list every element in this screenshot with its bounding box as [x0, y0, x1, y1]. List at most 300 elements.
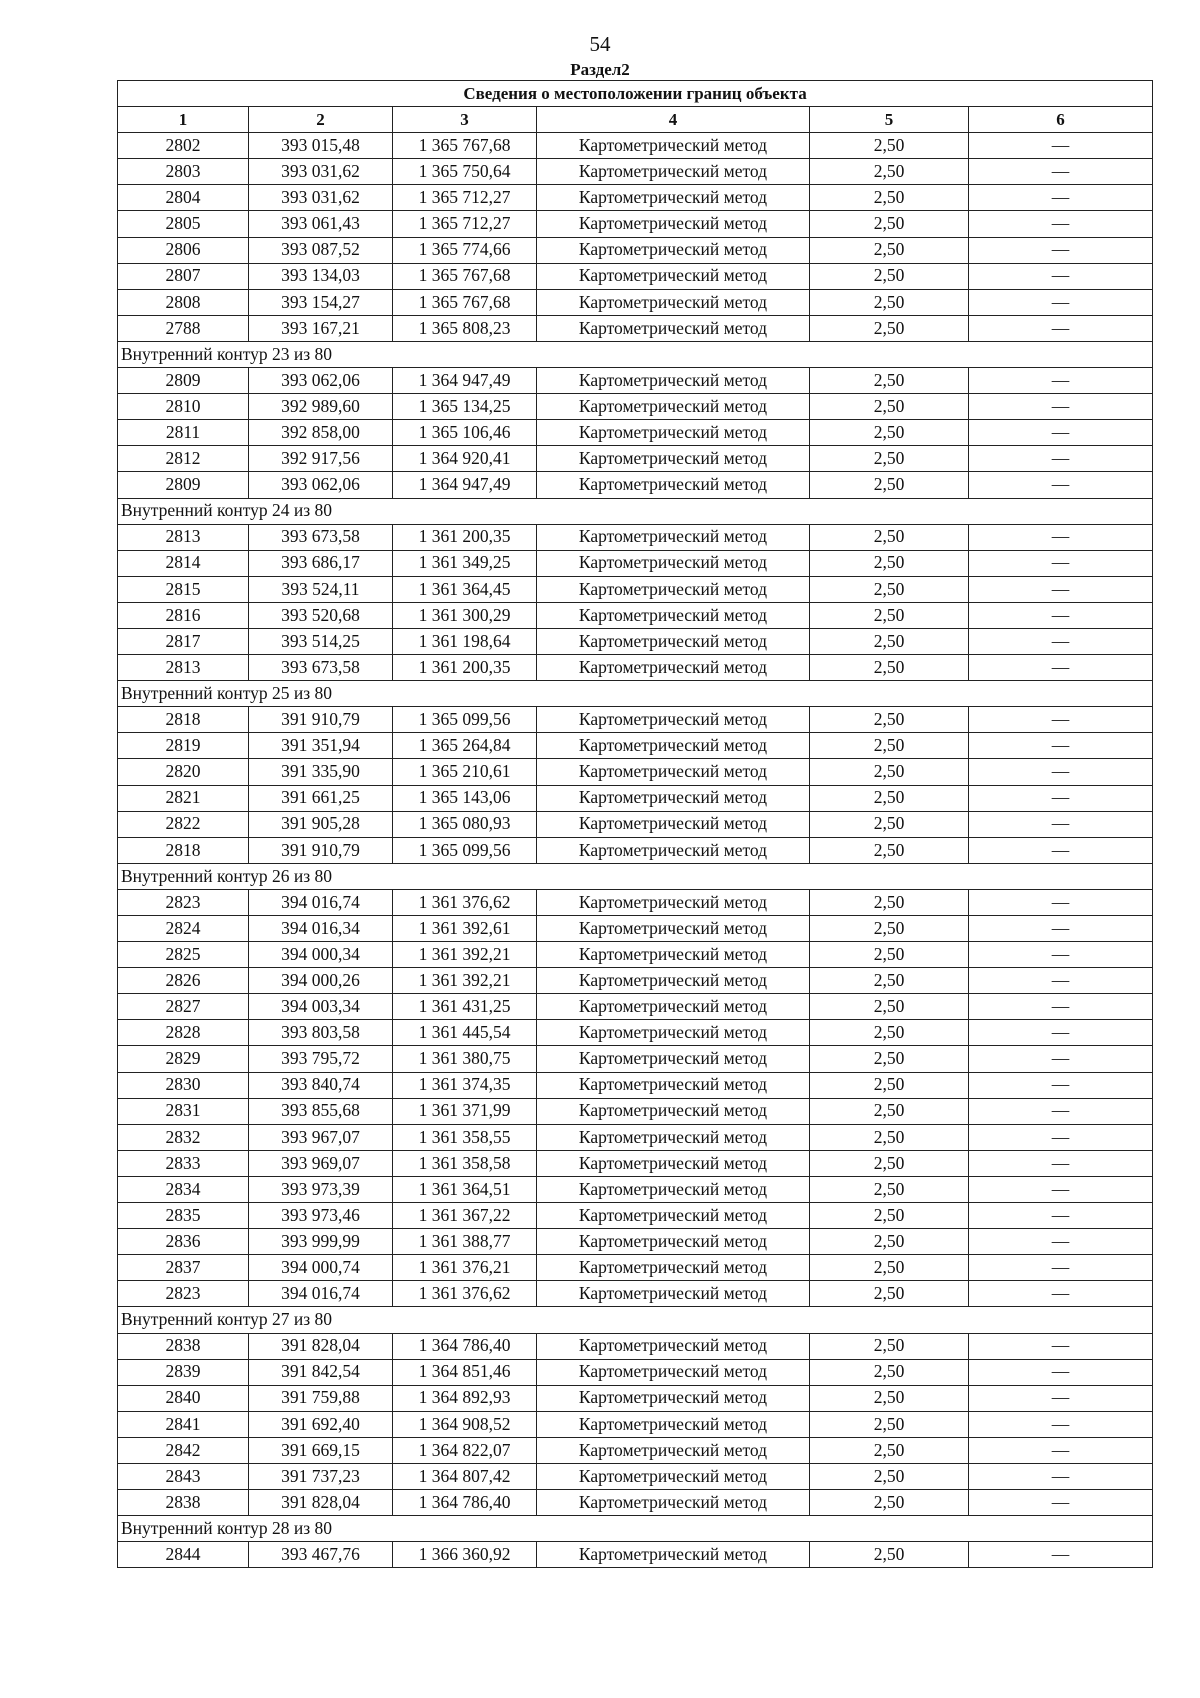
note-cell: —: [969, 211, 1153, 237]
y-coordinate-cell: 1 364 851,46: [393, 1359, 537, 1385]
x-coordinate-cell: 393 467,76: [249, 1542, 393, 1568]
x-coordinate-cell: 393 134,03: [249, 263, 393, 289]
note-cell: —: [969, 472, 1153, 498]
table-row: [118, 1072, 1153, 1098]
point-number-cell: 2816: [118, 602, 249, 628]
note-cell: —: [969, 1098, 1153, 1124]
accuracy-cell: 2,50: [810, 211, 969, 237]
point-number-cell: 2818: [118, 837, 249, 863]
accuracy-cell: 2,50: [810, 263, 969, 289]
point-number-cell: 2808: [118, 289, 249, 315]
y-coordinate-cell: 1 361 392,61: [393, 916, 537, 942]
table-row: [118, 811, 1153, 837]
point-number-cell: 2822: [118, 811, 249, 837]
method-cell: Картометрический метод: [537, 1333, 810, 1359]
x-coordinate-cell: 393 969,07: [249, 1150, 393, 1176]
x-coordinate-cell: 393 967,07: [249, 1124, 393, 1150]
x-coordinate-cell: 391 828,04: [249, 1490, 393, 1516]
note-cell: —: [969, 1150, 1153, 1176]
table-row: [118, 446, 1153, 472]
method-cell: Картометрический метод: [537, 1072, 810, 1098]
point-number-cell: 2807: [118, 263, 249, 289]
x-coordinate-cell: 393 015,48: [249, 133, 393, 159]
y-coordinate-cell: 1 361 198,64: [393, 628, 537, 654]
y-coordinate-cell: 1 361 200,35: [393, 524, 537, 550]
x-coordinate-cell: 393 840,74: [249, 1072, 393, 1098]
note-cell: —: [969, 446, 1153, 472]
y-coordinate-cell: 1 361 376,21: [393, 1255, 537, 1281]
note-cell: —: [969, 628, 1153, 654]
note-cell: —: [969, 1333, 1153, 1359]
table-row: [118, 1385, 1153, 1411]
column-header-2: 2: [249, 107, 393, 133]
point-number-cell: 2834: [118, 1176, 249, 1202]
y-coordinate-cell: 1 365 767,68: [393, 133, 537, 159]
note-cell: —: [969, 1072, 1153, 1098]
accuracy-cell: 2,50: [810, 185, 969, 211]
x-coordinate-cell: 393 999,99: [249, 1229, 393, 1255]
method-cell: Картометрический метод: [537, 1176, 810, 1202]
y-coordinate-cell: 1 361 358,58: [393, 1150, 537, 1176]
table-row: [118, 576, 1153, 602]
accuracy-cell: 2,50: [810, 237, 969, 263]
table-row: [118, 994, 1153, 1020]
note-cell: —: [969, 733, 1153, 759]
table-row: [118, 315, 1153, 341]
point-number-cell: 2804: [118, 185, 249, 211]
point-number-cell: 2840: [118, 1385, 249, 1411]
accuracy-cell: 2,50: [810, 1020, 969, 1046]
y-coordinate-cell: 1 364 908,52: [393, 1411, 537, 1437]
column-header-1: 1: [118, 107, 249, 133]
method-cell: Картометрический метод: [537, 1255, 810, 1281]
method-cell: Картометрический метод: [537, 837, 810, 863]
column-header-6: 6: [969, 107, 1153, 133]
point-number-cell: 2825: [118, 942, 249, 968]
method-cell: Картометрический метод: [537, 315, 810, 341]
x-coordinate-cell: 394 016,74: [249, 1281, 393, 1307]
table-row: [118, 759, 1153, 785]
point-number-cell: 2839: [118, 1359, 249, 1385]
table-row: [118, 1046, 1153, 1072]
table-row: [118, 394, 1153, 420]
method-cell: Картометрический метод: [537, 394, 810, 420]
accuracy-cell: 2,50: [810, 655, 969, 681]
accuracy-cell: 2,50: [810, 472, 969, 498]
accuracy-cell: 2,50: [810, 1150, 969, 1176]
contour-label: Внутренний контур 27 из 80: [118, 1307, 1153, 1333]
table-row: [118, 420, 1153, 446]
point-number-cell: 2823: [118, 889, 249, 915]
point-number-cell: 2837: [118, 1255, 249, 1281]
x-coordinate-cell: 392 917,56: [249, 446, 393, 472]
column-header-row: [118, 107, 1153, 133]
point-number-cell: 2838: [118, 1333, 249, 1359]
x-coordinate-cell: 393 154,27: [249, 289, 393, 315]
page-number: 54: [589, 32, 611, 56]
method-cell: Картометрический метод: [537, 889, 810, 915]
method-cell: Картометрический метод: [537, 368, 810, 394]
table-row: [118, 1437, 1153, 1463]
accuracy-cell: 2,50: [810, 628, 969, 654]
x-coordinate-cell: 393 520,68: [249, 602, 393, 628]
accuracy-cell: 2,50: [810, 994, 969, 1020]
note-cell: —: [969, 1437, 1153, 1463]
contour-header-row: [118, 863, 1153, 889]
y-coordinate-cell: 1 365 774,66: [393, 237, 537, 263]
accuracy-cell: 2,50: [810, 1411, 969, 1437]
x-coordinate-cell: 393 973,46: [249, 1203, 393, 1229]
table-row: [118, 211, 1153, 237]
table-row: [118, 1124, 1153, 1150]
contour-label: Внутренний контур 26 из 80: [118, 863, 1153, 889]
accuracy-cell: 2,50: [810, 916, 969, 942]
table-row: [118, 1463, 1153, 1489]
y-coordinate-cell: 1 361 200,35: [393, 655, 537, 681]
y-coordinate-cell: 1 361 392,21: [393, 942, 537, 968]
method-cell: Картометрический метод: [537, 289, 810, 315]
boundary-coordinates-table: [117, 80, 1153, 1568]
note-cell: —: [969, 785, 1153, 811]
method-cell: Картометрический метод: [537, 994, 810, 1020]
x-coordinate-cell: 393 855,68: [249, 1098, 393, 1124]
table-row: [118, 1229, 1153, 1255]
accuracy-cell: 2,50: [810, 576, 969, 602]
y-coordinate-cell: 1 361 358,55: [393, 1124, 537, 1150]
y-coordinate-cell: 1 361 376,62: [393, 1281, 537, 1307]
contour-label: Внутренний контур 24 из 80: [118, 498, 1153, 524]
table-caption: Сведения о местоположении границ объекта: [118, 81, 1153, 107]
note-cell: —: [969, 576, 1153, 602]
contour-header-row: [118, 341, 1153, 367]
note-cell: —: [969, 1359, 1153, 1385]
accuracy-cell: 2,50: [810, 1255, 969, 1281]
method-cell: Картометрический метод: [537, 550, 810, 576]
table-row: [118, 602, 1153, 628]
method-cell: Картометрический метод: [537, 942, 810, 968]
point-number-cell: 2830: [118, 1072, 249, 1098]
point-number-cell: 2809: [118, 368, 249, 394]
table-row: [118, 785, 1153, 811]
x-coordinate-cell: 393 673,58: [249, 524, 393, 550]
point-number-cell: 2832: [118, 1124, 249, 1150]
point-number-cell: 2843: [118, 1463, 249, 1489]
note-cell: —: [969, 942, 1153, 968]
table-row: [118, 655, 1153, 681]
note-cell: —: [969, 524, 1153, 550]
accuracy-cell: 2,50: [810, 446, 969, 472]
accuracy-cell: 2,50: [810, 1333, 969, 1359]
y-coordinate-cell: 1 365 099,56: [393, 707, 537, 733]
y-coordinate-cell: 1 361 300,29: [393, 602, 537, 628]
accuracy-cell: 2,50: [810, 1281, 969, 1307]
table-row: [118, 1359, 1153, 1385]
note-cell: —: [969, 889, 1153, 915]
point-number-cell: 2813: [118, 655, 249, 681]
x-coordinate-cell: 391 910,79: [249, 837, 393, 863]
table-row: [118, 133, 1153, 159]
y-coordinate-cell: 1 364 920,41: [393, 446, 537, 472]
table-row: [118, 1490, 1153, 1516]
point-number-cell: 2805: [118, 211, 249, 237]
y-coordinate-cell: 1 364 786,40: [393, 1490, 537, 1516]
y-coordinate-cell: 1 366 360,92: [393, 1542, 537, 1568]
y-coordinate-cell: 1 364 892,93: [393, 1385, 537, 1411]
table-row: [118, 837, 1153, 863]
x-coordinate-cell: 393 524,11: [249, 576, 393, 602]
y-coordinate-cell: 1 365 143,06: [393, 785, 537, 811]
point-number-cell: 2826: [118, 968, 249, 994]
x-coordinate-cell: 393 087,52: [249, 237, 393, 263]
method-cell: Картометрический метод: [537, 916, 810, 942]
table-row: [118, 889, 1153, 915]
table-body: [118, 133, 1153, 1568]
note-cell: —: [969, 1255, 1153, 1281]
accuracy-cell: 2,50: [810, 394, 969, 420]
table-row: [118, 1333, 1153, 1359]
x-coordinate-cell: 392 858,00: [249, 420, 393, 446]
accuracy-cell: 2,50: [810, 1463, 969, 1489]
method-cell: Картометрический метод: [537, 655, 810, 681]
accuracy-cell: 2,50: [810, 889, 969, 915]
method-cell: Картометрический метод: [537, 733, 810, 759]
accuracy-cell: 2,50: [810, 968, 969, 994]
point-number-cell: 2821: [118, 785, 249, 811]
x-coordinate-cell: 393 062,06: [249, 368, 393, 394]
x-coordinate-cell: 394 000,26: [249, 968, 393, 994]
y-coordinate-cell: 1 365 712,27: [393, 211, 537, 237]
method-cell: Картометрический метод: [537, 185, 810, 211]
accuracy-cell: 2,50: [810, 707, 969, 733]
note-cell: —: [969, 759, 1153, 785]
point-number-cell: 2835: [118, 1203, 249, 1229]
note-cell: —: [969, 133, 1153, 159]
point-number-cell: 2836: [118, 1229, 249, 1255]
point-number-cell: 2814: [118, 550, 249, 576]
x-coordinate-cell: 393 514,25: [249, 628, 393, 654]
table-row: [118, 524, 1153, 550]
y-coordinate-cell: 1 364 807,42: [393, 1463, 537, 1489]
y-coordinate-cell: 1 361 376,62: [393, 889, 537, 915]
x-coordinate-cell: 393 686,17: [249, 550, 393, 576]
x-coordinate-cell: 394 003,34: [249, 994, 393, 1020]
note-cell: —: [969, 420, 1153, 446]
column-header-3: 3: [393, 107, 537, 133]
y-coordinate-cell: 1 361 374,35: [393, 1072, 537, 1098]
method-cell: Картометрический метод: [537, 1203, 810, 1229]
x-coordinate-cell: 391 669,15: [249, 1437, 393, 1463]
y-coordinate-cell: 1 361 445,54: [393, 1020, 537, 1046]
table-row: [118, 1098, 1153, 1124]
y-coordinate-cell: 1 365 080,93: [393, 811, 537, 837]
point-number-cell: 2818: [118, 707, 249, 733]
table-row: [118, 237, 1153, 263]
note-cell: —: [969, 1385, 1153, 1411]
y-coordinate-cell: 1 364 947,49: [393, 472, 537, 498]
note-cell: —: [969, 1124, 1153, 1150]
contour-header-row: [118, 1307, 1153, 1333]
point-number-cell: 2817: [118, 628, 249, 654]
accuracy-cell: 2,50: [810, 1203, 969, 1229]
note-cell: —: [969, 1490, 1153, 1516]
point-number-cell: 2809: [118, 472, 249, 498]
y-coordinate-cell: 1 365 264,84: [393, 733, 537, 759]
table-row: [118, 289, 1153, 315]
y-coordinate-cell: 1 361 431,25: [393, 994, 537, 1020]
accuracy-cell: 2,50: [810, 1229, 969, 1255]
point-number-cell: 2844: [118, 1542, 249, 1568]
table-row: [118, 1150, 1153, 1176]
point-number-cell: 2824: [118, 916, 249, 942]
method-cell: Картометрический метод: [537, 133, 810, 159]
contour-header-row: [118, 1516, 1153, 1542]
boundary-table-container: [117, 80, 1152, 1568]
table-row: [118, 733, 1153, 759]
contour-header-row: [118, 681, 1153, 707]
note-cell: —: [969, 1203, 1153, 1229]
point-number-cell: 2838: [118, 1490, 249, 1516]
contour-label: Внутренний контур 23 из 80: [118, 341, 1153, 367]
column-header-5: 5: [810, 107, 969, 133]
method-cell: Картометрический метод: [537, 1046, 810, 1072]
note-cell: —: [969, 263, 1153, 289]
accuracy-cell: 2,50: [810, 420, 969, 446]
method-cell: Картометрический метод: [537, 602, 810, 628]
note-cell: —: [969, 1046, 1153, 1072]
table-row: [118, 628, 1153, 654]
y-coordinate-cell: 1 361 367,22: [393, 1203, 537, 1229]
point-number-cell: 2842: [118, 1437, 249, 1463]
method-cell: Картометрический метод: [537, 1020, 810, 1046]
accuracy-cell: 2,50: [810, 1359, 969, 1385]
column-header-4: 4: [537, 107, 810, 133]
y-coordinate-cell: 1 361 380,75: [393, 1046, 537, 1072]
accuracy-cell: 2,50: [810, 1098, 969, 1124]
method-cell: Картометрический метод: [537, 1359, 810, 1385]
accuracy-cell: 2,50: [810, 785, 969, 811]
accuracy-cell: 2,50: [810, 368, 969, 394]
x-coordinate-cell: 393 973,39: [249, 1176, 393, 1202]
x-coordinate-cell: 391 828,04: [249, 1333, 393, 1359]
x-coordinate-cell: 391 692,40: [249, 1411, 393, 1437]
method-cell: Картометрический метод: [537, 785, 810, 811]
x-coordinate-cell: 393 062,06: [249, 472, 393, 498]
x-coordinate-cell: 391 905,28: [249, 811, 393, 837]
contour-header-row: [118, 498, 1153, 524]
note-cell: —: [969, 1020, 1153, 1046]
accuracy-cell: 2,50: [810, 133, 969, 159]
point-number-cell: 2827: [118, 994, 249, 1020]
x-coordinate-cell: 394 016,34: [249, 916, 393, 942]
x-coordinate-cell: 391 842,54: [249, 1359, 393, 1385]
y-coordinate-cell: 1 364 786,40: [393, 1333, 537, 1359]
note-cell: —: [969, 1411, 1153, 1437]
point-number-cell: 2806: [118, 237, 249, 263]
y-coordinate-cell: 1 364 822,07: [393, 1437, 537, 1463]
point-number-cell: 2819: [118, 733, 249, 759]
accuracy-cell: 2,50: [810, 759, 969, 785]
point-number-cell: 2810: [118, 394, 249, 420]
method-cell: Картометрический метод: [537, 1437, 810, 1463]
x-coordinate-cell: 394 016,74: [249, 889, 393, 915]
method-cell: Картометрический метод: [537, 759, 810, 785]
method-cell: Картометрический метод: [537, 1490, 810, 1516]
accuracy-cell: 2,50: [810, 837, 969, 863]
y-coordinate-cell: 1 365 099,56: [393, 837, 537, 863]
accuracy-cell: 2,50: [810, 942, 969, 968]
note-cell: —: [969, 837, 1153, 863]
x-coordinate-cell: 391 910,79: [249, 707, 393, 733]
x-coordinate-cell: 392 989,60: [249, 394, 393, 420]
table-row: [118, 916, 1153, 942]
note-cell: —: [969, 1463, 1153, 1489]
note-cell: —: [969, 655, 1153, 681]
accuracy-cell: 2,50: [810, 315, 969, 341]
x-coordinate-cell: 394 000,34: [249, 942, 393, 968]
x-coordinate-cell: 393 031,62: [249, 159, 393, 185]
x-coordinate-cell: 393 061,43: [249, 211, 393, 237]
accuracy-cell: 2,50: [810, 1176, 969, 1202]
method-cell: Картометрический метод: [537, 420, 810, 446]
note-cell: —: [969, 811, 1153, 837]
y-coordinate-cell: 1 361 349,25: [393, 550, 537, 576]
x-coordinate-cell: 391 335,90: [249, 759, 393, 785]
method-cell: Картометрический метод: [537, 159, 810, 185]
note-cell: —: [969, 315, 1153, 341]
note-cell: —: [969, 968, 1153, 994]
note-cell: —: [969, 707, 1153, 733]
method-cell: Картометрический метод: [537, 1150, 810, 1176]
accuracy-cell: 2,50: [810, 811, 969, 837]
accuracy-cell: 2,50: [810, 1124, 969, 1150]
method-cell: Картометрический метод: [537, 263, 810, 289]
point-number-cell: 2829: [118, 1046, 249, 1072]
method-cell: Картометрический метод: [537, 576, 810, 602]
x-coordinate-cell: 391 759,88: [249, 1385, 393, 1411]
point-number-cell: 2820: [118, 759, 249, 785]
point-number-cell: 2841: [118, 1411, 249, 1437]
y-coordinate-cell: 1 365 750,64: [393, 159, 537, 185]
table-row: [118, 263, 1153, 289]
accuracy-cell: 2,50: [810, 1437, 969, 1463]
contour-label: Внутренний контур 25 из 80: [118, 681, 1153, 707]
accuracy-cell: 2,50: [810, 550, 969, 576]
x-coordinate-cell: 391 661,25: [249, 785, 393, 811]
method-cell: Картометрический метод: [537, 1229, 810, 1255]
x-coordinate-cell: 393 803,58: [249, 1020, 393, 1046]
table-row: [118, 1255, 1153, 1281]
accuracy-cell: 2,50: [810, 1542, 969, 1568]
y-coordinate-cell: 1 361 371,99: [393, 1098, 537, 1124]
note-cell: —: [969, 1542, 1153, 1568]
accuracy-cell: 2,50: [810, 1072, 969, 1098]
table-row: [118, 185, 1153, 211]
method-cell: Картометрический метод: [537, 1098, 810, 1124]
note-cell: —: [969, 185, 1153, 211]
y-coordinate-cell: 1 365 712,27: [393, 185, 537, 211]
accuracy-cell: 2,50: [810, 1046, 969, 1072]
table-row: [118, 968, 1153, 994]
note-cell: —: [969, 394, 1153, 420]
note-cell: —: [969, 1229, 1153, 1255]
x-coordinate-cell: 393 795,72: [249, 1046, 393, 1072]
y-coordinate-cell: 1 365 106,46: [393, 420, 537, 446]
point-number-cell: 2813: [118, 524, 249, 550]
accuracy-cell: 2,50: [810, 524, 969, 550]
note-cell: —: [969, 1176, 1153, 1202]
note-cell: —: [969, 994, 1153, 1020]
method-cell: Картометрический метод: [537, 1542, 810, 1568]
